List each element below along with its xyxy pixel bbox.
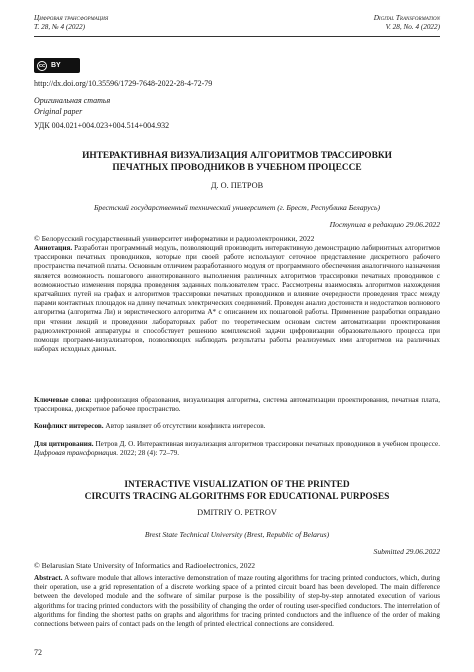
abstract-ru-label: Аннотация. <box>34 244 73 252</box>
header-right <box>374 14 440 32</box>
cc-icon: cc <box>38 62 46 69</box>
abstract-en <box>34 574 440 629</box>
abstract-en-label: Abstract. <box>34 574 63 582</box>
abstract-en-text: A software module that allows interactive demonstration of maze routing algorithms for tracing printed conductors, which, during their operation, use a grid representation of a discrete working space of a printed circuit board has been developed. The main difference between the developed module and the software of similar purpose is the possibility of step-by-step annotated execution of various algorithms for tracing printed conductors with the possibility of changing the order of routing user-specified conductors. The interrelation of algorithms for finding the shortest paths on graphs and algorithms for tracing printed conductors and the influence of the order of making connections between pairs of contact pads on the length of printed electrical connections are considered. <box>34 574 440 629</box>
author-ru: Д. О. ПЕТРОВ <box>210 181 264 190</box>
conflict-of-interest <box>34 422 440 431</box>
citation-text: Петров Д. О. Интерактивная визуализация алгоритмов трассировки печатных проводников в учебном процессе. <box>95 440 440 448</box>
coi-text: Автор заявляет об отсутствии конфликта интересов. <box>105 422 266 430</box>
title-ru-line1: ИНТЕРАКТИВНАЯ ВИЗУАЛИЗАЦИЯ АЛГОРИТМОВ ТРАССИРОВКИ <box>82 151 392 161</box>
by-icon: BY <box>51 62 61 69</box>
citation-label: Для цитирования. <box>34 440 94 448</box>
journal-name-ru: Цифровая трансформация <box>34 14 109 22</box>
abstract-ru <box>34 244 440 354</box>
citation-journal: Цифровая трансформация. <box>34 449 119 458</box>
abstract-ru-text: Разработан программный модуль, позволяющий производить интерактивную демонстрацию лабиринтных алгоритмов трассировки печатных проводников, которые при своей работе используют сеточное представление дискретного рабочего пространства печатной платы. Основным отличием разработанного модуля от программного обеспечения аналогичного назначения является возможность пошагового аннотированного выполнения различных алгоритмов трассировки печатных проводников с возможностью изменения порядка проведения заданных пользователем трасс. Рассмотрены взаимосвязь алгоритмов нахождения кратчайших путей на графах и алгоритмов трассировки печатных проводников и влияние очередности проведения трасс между парами контактных площадок на длину печатных электрических соединений. Проведен анализ достоинств и недостатков волнового алгоритма (алгоритма Ли) и эвристического алгоритма A* с описанием их пошаговой работы. Применение разработки оправдано при чтении лекций и проведении лабораторных работ по теоретическим основам систем автоматизации проектирования радиоэлектронной аппаратуры и способствует решению комплексной задачи цифровизации образовательного процесса при помощи программ-визуализаторов, позволяющих наблюдать результаты работы реализуемых ими алгоритмов на различных наборах исходных данных. <box>34 244 440 354</box>
title-en-line1: INTERACTIVE VISUALIZATION OF THE PRINTED <box>124 480 350 490</box>
citation-tail: 2022; 28 (4): 72–79. <box>119 449 180 458</box>
keywords-ru-label: Ключевые слова: <box>34 396 92 404</box>
cc-by-license-badge[interactable] <box>34 58 80 73</box>
header-left <box>34 14 108 32</box>
affiliation-en: Brest State Technical University (Brest, Republic of Belarus) <box>144 530 330 539</box>
page-number: 72 <box>34 648 42 657</box>
header-rule <box>34 36 440 37</box>
citation <box>34 440 440 458</box>
coi-label: Конфликт интересов. <box>34 422 104 430</box>
udc-code: УДК 004.021+004.023+004.514+004.932 <box>34 121 170 130</box>
journal-volume-ru: Т. 28, № 4 (2022) <box>34 23 86 31</box>
keywords-ru-text: цифровизация образования, визуализация алгоритма, система автоматизации проектирования, печатная плата, трассировка, дискретное рабочее пространство. <box>34 396 440 414</box>
article-type-en: Original paper <box>34 106 83 116</box>
title-en <box>34 479 440 503</box>
submitted-date: Submitted 29.06.2022 <box>373 547 440 556</box>
journal-name-en: Digital Transformation <box>373 14 440 22</box>
copyright-ru: © Белорусский государственный университет информатики и радиоэлектроники, 2022 <box>34 234 315 243</box>
keywords-ru <box>34 396 440 414</box>
title-en-line2: CIRCUITS TRACING ALGORITHMS FOR EDUCATIONAL PURPOSES <box>84 492 390 502</box>
title-ru-line2: ПЕЧАТНЫХ ПРОВОДНИКОВ В УЧЕБНОМ ПРОЦЕССЕ <box>112 163 362 173</box>
received-date: Поступила в редакцию 29.06.2022 <box>329 220 440 229</box>
copyright-en: © Belarusian State University of Informatics and Radioelectronics, 2022 <box>34 561 256 570</box>
affiliation-ru: Брестский государственный технический университет (г. Брест, Республика Беларусь) <box>93 203 381 212</box>
journal-volume-en: V. 28, No. 4 (2022) <box>385 23 440 31</box>
article-type-ru: Оригинальная статья <box>34 96 111 105</box>
title-ru <box>34 150 440 174</box>
author-en: DMITRIY O. PETROV <box>197 508 277 517</box>
article-type <box>34 96 110 117</box>
doi-link[interactable]: http://dx.doi.org/10.35596/1729-7648-2022-28-4-72-79 <box>34 79 213 88</box>
